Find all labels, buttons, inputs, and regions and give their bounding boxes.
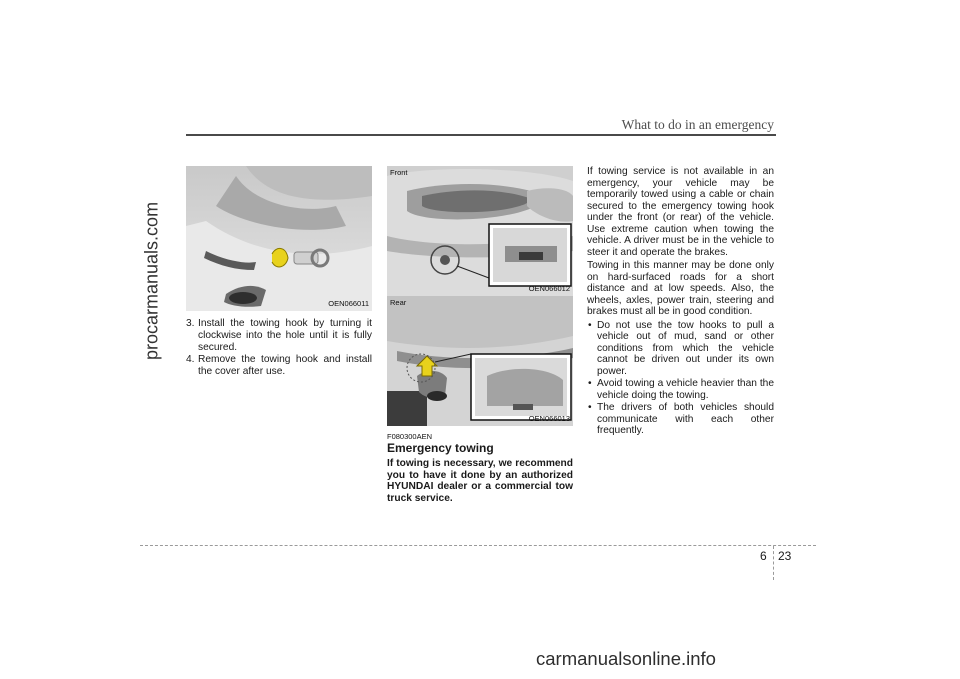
bottom-watermark: carmanualsonline.info	[536, 648, 716, 669]
page-header-title: What to do in an emergency	[621, 117, 774, 132]
step-item	[186, 354, 372, 378]
figure-front	[387, 166, 573, 296]
rear-bumper-illustration	[387, 296, 573, 426]
figure-code: OEN066012	[528, 284, 570, 293]
list-item-text: The drivers of both vehicles should communicate with each other frequently.	[597, 402, 774, 436]
section-intro: If towing is necessary, we recommend you to have it done by an authorized HYUNDAI dealer or a commercial tow truck service.	[387, 458, 573, 504]
section-code: F080300AEN	[387, 432, 433, 441]
list-item-text: Do not use the tow hooks to pull a vehicle out of mud, sand or other conditions from which the vehicle cannot be driven out under its own power.	[597, 319, 774, 377]
figure-code: OEN066013	[528, 414, 570, 423]
figure-code: OEN066011	[328, 299, 369, 308]
figure-label: Front	[390, 168, 408, 177]
footer-divider	[773, 546, 774, 580]
bullet-icon: •	[588, 319, 592, 331]
list-item	[587, 378, 774, 401]
front-bumper-illustration	[387, 166, 573, 296]
step-text: Install the towing hook by turning it clockwise into the hole until it is fully secured.	[198, 318, 372, 353]
bullet-list	[587, 320, 774, 437]
list-item	[587, 320, 774, 378]
step-number: 3.	[186, 318, 195, 329]
list-item	[587, 402, 774, 437]
section-title: Emergency towing	[387, 441, 494, 455]
figure-label: Rear	[390, 298, 407, 307]
page-number: 23	[778, 549, 792, 563]
paragraph: Towing in this manner may be done only on hard-surfaced roads for a short distance and at low speeds. Also, the wheels, axles, power train, steering and brakes must all be in good condition.	[587, 260, 774, 317]
list-item-text: Avoid towing a vehicle heavier than the vehicle doing the towing.	[597, 378, 774, 401]
step-text: Remove the towing hook and install the cover after use.	[198, 354, 372, 377]
bullet-icon: •	[588, 402, 592, 413]
paragraph: If towing service is not available in an emergency, your vehicle may be temporarily towed using a cable or chain secured to the emergency towing hook under the front (or rear) of the vehicle. Use extreme caution when towing the vehicle. A driver must be in the vehicle to steer it and operate the brakes.	[587, 166, 774, 258]
header-rule	[186, 134, 776, 136]
figure-rear	[387, 296, 573, 426]
footer-rule	[140, 545, 816, 546]
step-item	[186, 318, 372, 354]
step-number: 4.	[186, 354, 195, 365]
chapter-number: 6	[760, 549, 767, 563]
bullet-icon: •	[588, 378, 592, 389]
figure-towing-hook	[186, 166, 372, 311]
towing-hook-illustration	[186, 166, 372, 311]
side-watermark: procarmanuals.com	[141, 201, 162, 360]
column-3-text	[587, 166, 774, 438]
